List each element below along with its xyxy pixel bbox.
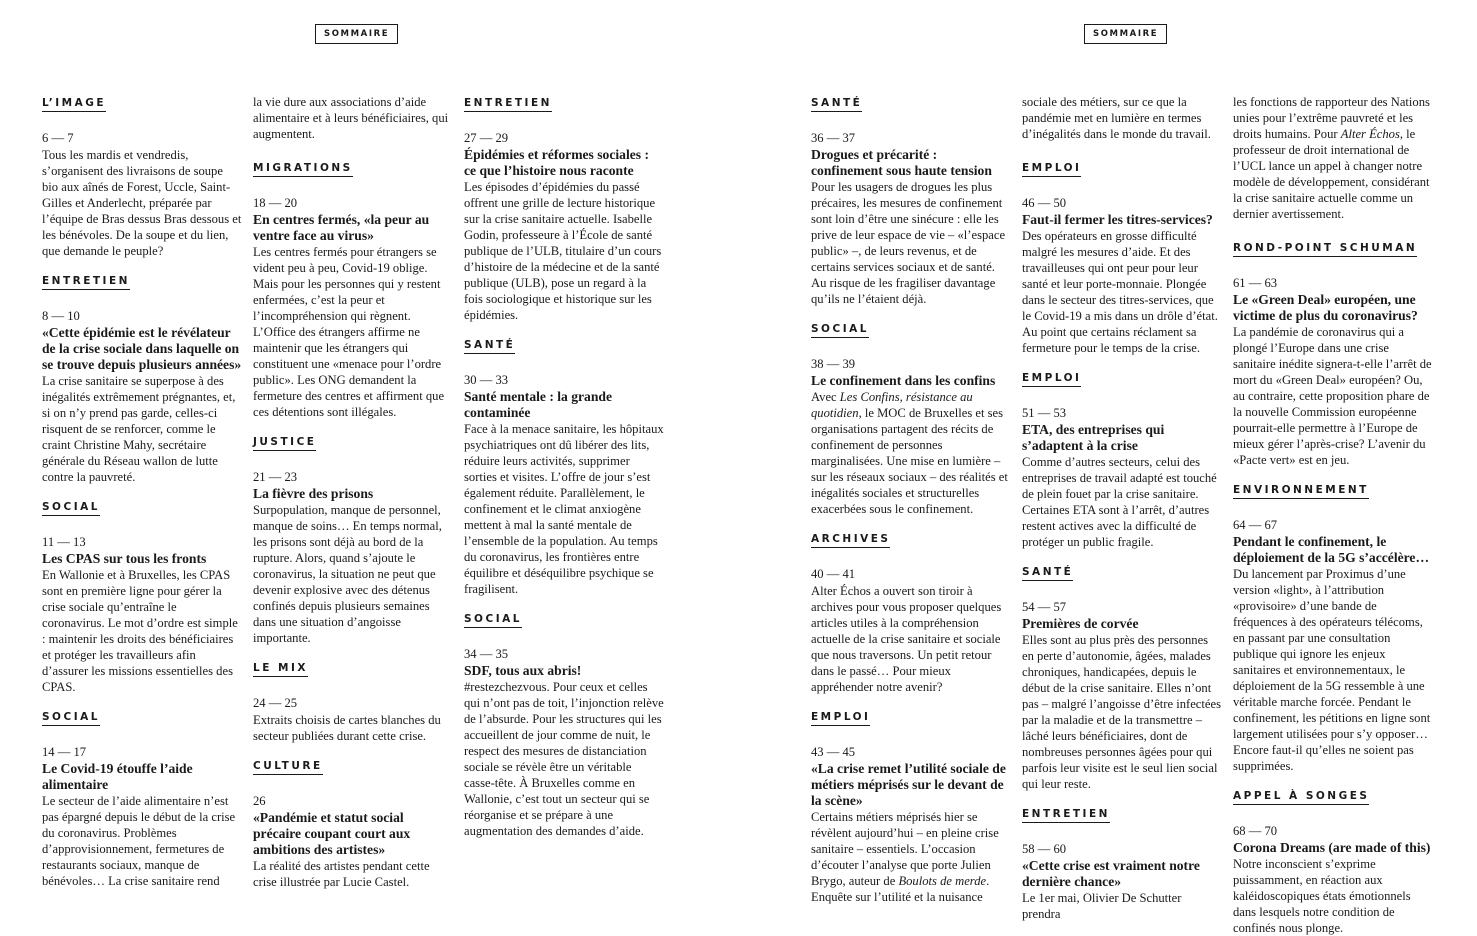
section-heading: SOCIAL [464,613,522,628]
section-heading-row [1233,774,1433,823]
section-heading-row [42,94,242,130]
toc-entry [253,420,453,646]
article-title: En centres fermés, «la peur au ventre face au virus» [253,212,430,243]
section-heading: SANTÉ [464,339,515,354]
section-heading-row [42,259,242,308]
article-summary [811,389,1011,517]
article-summary: #restezchezvous. Pour ceux et celles qui n’ont pas de toit, l’injonction relève de l’absurde. Pour les structures qui les accueillent de jour comme de nuit, le respect des mesures de distanciation sociale se révèle être un véritable casse-tête. À Bruxelles comme en Wallonie, c’est tout un secteur qui se réorganise et se prépare à une augmentation des demandes d’aide. [464,680,664,838]
toc-entry [811,517,1011,695]
toc-entry [1022,792,1222,922]
article-summary [811,809,1011,905]
page-range: 24 — 25 [253,696,298,710]
text-part: les fonctions de rapporteur des Nations unies pour l’extrême pauvreté et les droits humains. Pour [1233,95,1430,141]
section-heading: ENTRETIEN [464,97,552,112]
article-summary: La réalité des artistes pendant cette crise illustrée par Lucie Castel. [253,859,430,889]
section-heading-row [811,517,1011,566]
page-range: 26 [253,794,266,808]
sommaire-badge-left: SOMMAIRE [315,24,398,44]
text-part: , le MOC de Bruxelles et ses organisations partagent des récits de confinement de personnes marginalisées. Une mise en lumière – sur les réseaux sociaux – des réalités et inégalités sociales et structurelles exacerbées sous le confinement. [811,406,1008,516]
article-summary: Extraits choisis de cartes blanches du secteur publiées durant cette crise. [253,713,441,743]
text-part: Certains métiers méprisés hier se révèlent aujourd’hui – en pleine crise sanitaire – essentiels. L’occasion d’écouter l’analyse que porte Julien Brygo, auteur de [811,810,999,888]
section-heading-row [253,420,453,469]
section-heading-row [1233,226,1433,275]
continued-text: sociale des métiers, sur ce que la pandémie met en lumière en termes d’inégalités dans le monde du travail. [1022,95,1211,141]
section-heading-row [1022,146,1222,195]
section-heading: SANTÉ [1022,566,1073,581]
article-title: «Pandémie et statut social précaire coupant court aux ambitions des artistes» [253,810,411,857]
article-summary: Des opérateurs en grosse difficulté malgré les mesures d’aide. Et des travailleuses qui ont peur pour leur santé et leur porte-monnaie. Plongée dans le secteur des titres-services, que le Covid-19 a mis dans un drôle d’état. Au point que certains réclament sa fermeture pour le temps de la crise. [1022,229,1218,355]
text-part: Boulots de merde [898,874,987,888]
toc-entry [811,307,1011,517]
article-summary: Alter Échos a ouvert son tiroir à archives pour vous proposer quelques articles utiles à la compréhension actuelle de la crise sanitaire et sociale que nous traversons. Un petit retour dans le passé… Pour mieux appréhender notre avenir? [811,584,1002,694]
page-range: 64 — 67 [1233,518,1278,532]
article-summary: En Wallonie et à Bruxelles, les CPAS sont en première ligne pour gérer la crise sociale qu’entraîne le coronavirus. Le mot d’ordre est simple : maintenir les droits des bénéficiaires et protéger les travailleurs afin d’assurer les missions essentielles des CPAS. [42,568,238,694]
text-part: Les Confins, résistance au quotidien [811,390,973,420]
section-heading-row [253,744,453,793]
section-heading: MIGRATIONS [253,162,353,177]
section-heading: L’IMAGE [42,97,106,112]
section-heading-row [253,146,453,195]
page-range: 8 — 10 [42,309,80,323]
page-range: 34 — 35 [464,647,509,661]
article-summary: Les épisodes d’épidémies du passé offrent une grille de lecture historique sur la crise sanitaire actuelle. Isabelle Godin, professeure à l’École de santé publique de l’ULB, titulaire d’un cours d’histoire de la médecine et de la santé publique (ULB), pose un regard à la fois sociologique et historique sur les épidémies. [464,180,662,322]
section-heading: SOCIAL [811,323,869,338]
article-summary: Comme d’autres secteurs, celui des entreprises de travail adapté est touché de plein fouet par la crise sanitaire. Certaines ETA sont à l’arrêt, d’autres restent actives avec la difficulté de protéger un public fragile. [1022,455,1217,549]
section-heading-row [1022,550,1222,599]
toc-entry [1233,774,1433,936]
toc-entry [253,646,453,744]
section-heading: SOCIAL [42,711,100,726]
toc-column-2 [253,94,453,890]
page-range: 51 — 53 [1022,406,1067,420]
toc-entry [1022,146,1222,356]
toc-entry [1022,550,1222,792]
article-title: ETA, des entreprises qui s’adaptent à la crise [1022,422,1165,453]
section-heading: SANTÉ [811,97,862,112]
text-part: , le professeur de droit international de l’UCL lance un appel à changer notre modèle de développement, considérant la crise sanitaire actuelle comme un dernier avertissement. [1233,127,1430,221]
section-heading-row [811,94,1011,130]
page-range: 54 — 57 [1022,600,1067,614]
toc-entry [1233,226,1433,468]
article-summary: Tous les mardis et vendredis, s’organisent des livraisons de soupe bio aux aînés de Forest, Uccle, Saint-Gilles et Anderlecht, préparée par l’équipe de Bras dessus Bras dessous et les bénévoles. De la soupe et du lien, que demande le peuple? [42,148,242,258]
continued-text [1233,94,1433,222]
page-range: 46 — 50 [1022,196,1067,210]
toc-entry [1233,468,1433,774]
page-range: 36 — 37 [811,131,856,145]
article-title: Le confinement dans les confins [811,373,996,388]
page-range: 11 — 13 [42,535,86,549]
article-title: «La crise remet l’utilité sociale de métiers méprisés sur le devant de la scène» [811,761,1006,808]
article-title: Corona Dreams (are made of this) [1233,840,1431,855]
article-summary: Le 1er mai, Olivier De Schutter prendra [1022,891,1182,921]
article-title: Premières de corvée [1022,616,1139,631]
section-heading-row [1022,356,1222,405]
section-heading: EMPLOI [1022,372,1081,387]
toc-entry [42,485,242,695]
article-title: Pendant le confinement, le déploiement de la 5G s’accélère… [1233,534,1430,565]
section-heading-row [464,94,664,130]
section-heading: ENTRETIEN [1022,808,1110,823]
section-heading-row [464,323,664,372]
article-summary: Le secteur de l’aide alimentaire n’est pas épargné depuis le début de la crise du coronavirus. Problèmes d’approvisionnement, fermetures de restaurants sociaux, manque de bénévoles… La crise sanitaire rend [42,794,236,888]
article-title: Faut-il fermer les titres-services? [1022,212,1213,227]
article-title: Les CPAS sur tous les fronts [42,551,207,566]
section-heading: JUSTICE [253,436,316,451]
section-heading: APPEL À SONGES [1233,790,1369,805]
section-heading-row [42,485,242,534]
article-summary: Pour les usagers de drogues les plus précaires, les mesures de confinement sont loin d’être une sinécure : elle les prive de leur espace de vie – «l’espace public» –, de leurs revenus, et de certains services sociaux et de santé. Au risque de les fragiliser davantage qu’ils ne l’étaient déjà. [811,180,1006,306]
toc-column-6 [1233,94,1433,936]
article-summary: Du lancement par Proximus d’une version «light», à l’attribution «provisoire» d’une bande de fréquences à des opérateurs télécoms, en passant par une consultation publique qui ignore les enjeux sanitaires et environnementaux, le déploiement de la 5G ressemble à une véritable marche forcée. Pendant le confinement, les pétitions en ligne sont largement utilisées pour s’y opposer… Encore faut-il qu’elles ne soient pas supprimées. [1233,567,1431,773]
section-heading: LE MIX [253,662,308,677]
page-range: 30 — 33 [464,373,509,387]
section-heading: SOCIAL [42,501,100,516]
article-summary: Les centres fermés pour étrangers se vident peu à peu, Covid-19 oblige. Mais pour les personnes qui y restent enfermées, c’est la peur et l’incompréhension qui règnent. L’Office des étrangers affirme ne maintenir que les étrangers qui constituent une «menace pour l’ordre public». Les ONG demandent la fermeture des centres et affirment que ces détentions sont illégales. [253,245,445,419]
toc-entry [42,259,242,485]
toc-entry [464,597,664,839]
sommaire-badge-right: SOMMAIRE [1084,24,1167,44]
toc-column-4 [811,94,1011,905]
page-range: 27 — 29 [464,131,509,145]
article-title: Santé mentale : la grande contaminée [464,389,613,420]
toc-entry [42,94,242,259]
page-range: 68 — 70 [1233,824,1278,838]
page-range: 18 — 20 [253,196,298,210]
section-heading: CULTURE [253,760,323,775]
section-heading: ENVIRONNEMENT [1233,484,1369,499]
section-heading-row [253,646,453,695]
toc-entry [811,94,1011,307]
article-summary: La crise sanitaire se superpose à des inégalités extrêmement prégnantes, et, si on n’y prend pas garde, celles-ci risquent de se renforcer, comme le craint Christine Mahy, secrétaire générale du Réseau wallon de lutte contre la pauvreté. [42,374,236,484]
page-range: 14 — 17 [42,745,87,759]
toc-entry [1022,356,1222,550]
text-part: . Enquête sur l’utilité et la nuisance [811,874,990,904]
section-heading: ARCHIVES [811,533,890,548]
section-heading-row [42,695,242,744]
text-part: Avec [811,390,840,404]
toc-entry [253,146,453,420]
article-title: Le Covid-19 étouffe l’aide alimentaire [42,761,193,792]
article-summary: Elles sont au plus près des personnes en perte d’autonomie, âgées, malades chroniques, handicapées, depuis le début de la crise sanitaire. Elles n’ont pas – malgré l’angoisse d’être infectées par la maladie et de la transmettre – lâché leurs bénéficiaires, dont de nombreuses personnes âgées pour qui parfois leur visite est le seul lien social qui leur reste. [1022,633,1221,791]
article-summary: Notre inconscient s’exprime puissamment, en réaction aux kaléidoscopiques états émotionnels dans lesquels notre condition de confinés nous plonge. [1233,857,1411,935]
section-heading: EMPLOI [811,711,870,726]
page-range: 40 — 41 [811,567,856,581]
section-heading: ENTRETIEN [42,275,130,290]
section-heading-row [811,307,1011,356]
toc-column-5 [1022,94,1222,922]
page-range: 58 — 60 [1022,842,1067,856]
toc-column-3 [464,94,664,839]
toc-entry [42,695,242,889]
article-summary: Face à la menace sanitaire, les hôpitaux psychiatriques ont dû libérer des lits, réduire leurs activités, supprimer sorties et visites. L’offre de jour s’est également réduite. Parallèlement, le confinement et le climat anxiogène mettent à mal la santé mentale de l’ensemble de la population. Au temps du coronavirus, les frontières entre équilibre et déséquilibre psychique se fragilisent. [464,422,664,596]
article-title: Drogues et précarité : confinement sous haute tension [811,147,992,178]
article-title: «Cette crise est vraiment notre dernière chance» [1022,858,1200,889]
toc-entry [464,323,664,597]
article-title: Épidémies et réformes sociales : ce que l’histoire nous raconte [464,147,649,178]
article-summary: La pandémie de coronavirus qui a plongé l’Europe dans une crise sanitaire inédite signera-t-elle l’arrêt de mort du «Green Deal» européen? Ou, au contraire, cette proposition phare de la nouvelle Commission européenne pourrait-elle permettre à l’Europe de mieux gérer l’après-crise? L’avenir du «Pacte vert» est en jeu. [1233,325,1432,467]
page-range: 6 — 7 [42,131,74,145]
page-range: 43 — 45 [811,745,856,759]
section-heading: EMPLOI [1022,162,1081,177]
section-heading-row [464,597,664,646]
article-title: «Cette épidémie est le révélateur de la crise sociale dans laquelle on se trouve depuis plusieurs années» [42,325,242,372]
continued-text: la vie dure aux associations d’aide alimentaire et à leurs bénéficiaires, qui augmentent. [253,95,449,141]
article-title: SDF, tous aux abris! [464,663,582,678]
text-part: Alter Échos [1340,127,1400,141]
section-heading-row [1022,792,1222,841]
page-range: 38 — 39 [811,357,856,371]
toc-entry [811,695,1011,905]
article-title: La fièvre des prisons [253,486,374,501]
page-range: 21 — 23 [253,470,298,484]
section-heading-row [1233,468,1433,517]
article-title: Le «Green Deal» européen, une victime de plus du coronavirus? [1233,292,1418,323]
toc-entry [253,744,453,890]
section-heading: ROND-POINT SCHUMAN [1233,242,1417,257]
toc-entry [464,94,664,323]
page-range: 61 — 63 [1233,276,1278,290]
article-summary: Surpopulation, manque de personnel, manque de soins… En temps normal, les prisons sont déjà au bord de la rupture. Alors, quand s’ajoute le coronavirus, la situation ne peut que devenir explosive avec des détenus confinés depuis plusieurs semaines dans une situation d’angoisse importante. [253,503,442,645]
toc-column-1 [42,94,242,889]
section-heading-row [811,695,1011,744]
